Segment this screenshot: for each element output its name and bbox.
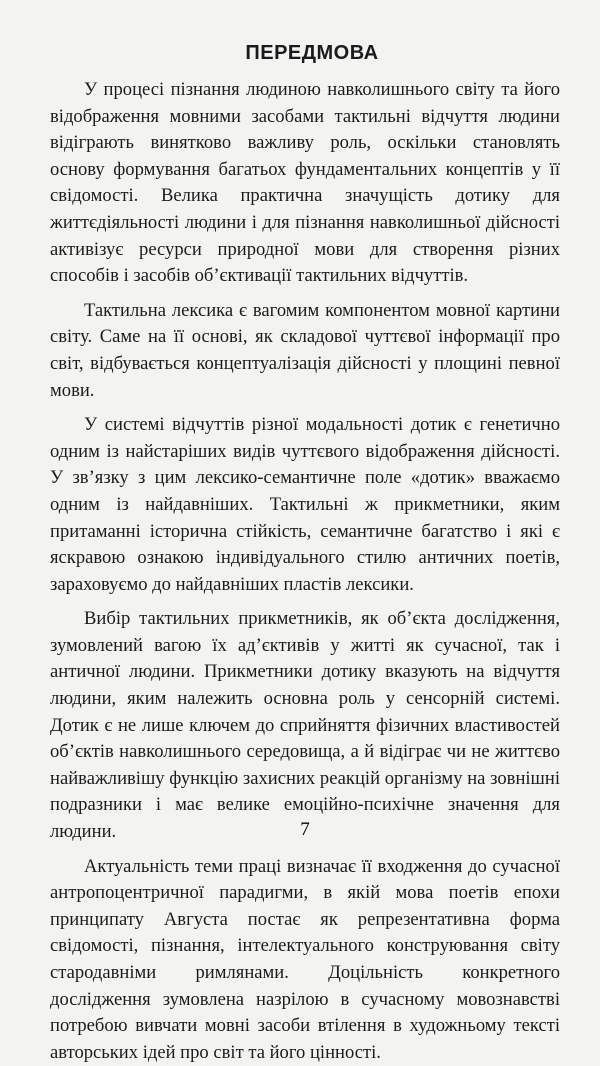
paragraph-2: Тактильна лексика є вагомим компонентом мовної картини світу. Саме на її основі, як складової чуттєвої інформації про світ, відбувається концептуалізація дійсності у площині певної мови.: [50, 299, 560, 401]
paragraph-5: Актуальність теми праці визначає її входження до сучасної антропоцентричної парадигми, в якій мова поетів епохи принципату Августа постає як репрезентативна форма свідомості, пізнання, інтелектуального конструювання світу стародавніми римлянами. Доцільність конкретного дослідження зумовлена назрілою в сучасному мовознавстві потребою вивчати мовні засоби втілення в художньому тексті авторських ідей про світ та його цінності.: [50, 855, 560, 1063]
paragraph-4: Вибір тактильних прикметників, як об’єкта дослідження, зумовлений вагою їх ад’єктивів у житті як сучасної, так і античної людини. Прикметники дотику вказують на відчуття людини, яким належить основна роль у сенсорній системі. Дотик є не лише ключем до сприйняття фізичних властивостей об’єктів навколишнього середовища, а й відіграє чи не життєво найважливішу функцію захисних реакцій організму на зовнішні подразники і має велике емоційно-психічне значення для людини.: [50, 608, 560, 843]
paragraph-3: У системі відчуттів різної модальності дотик є генетично одним із найстаріших видів чуттєвого відображення дійсності. У зв’язку з цим лексико-семантичне поле «дотик» вважаємо одним із найдавніших. Тактильні ж прикметники, яким притаманні історична стійкість, семантичне багатство і які є яскравою ознакою індивідуального стилю античних поетів, зараховуємо до найдавніших пластів лексики.: [50, 414, 560, 595]
page-title: ПЕРЕДМОВА: [245, 42, 379, 64]
page-number: 7: [300, 819, 310, 840]
paragraph-1: У процесі пізнання людиною навколишнього світу та його відображення мовними засобами тактильні відчуття людини відіграють винятково важливу роль, оскільки становлять основу формування багатьох фундаментальних концептів у її свідомості. Велика практична значущість дотику для життєдіяльності людини і для пізнання навколишньої дійсності активізує ресурси природної мови для створення різних способів і засобів об’єктивації тактильних відчуттів.: [50, 79, 560, 287]
